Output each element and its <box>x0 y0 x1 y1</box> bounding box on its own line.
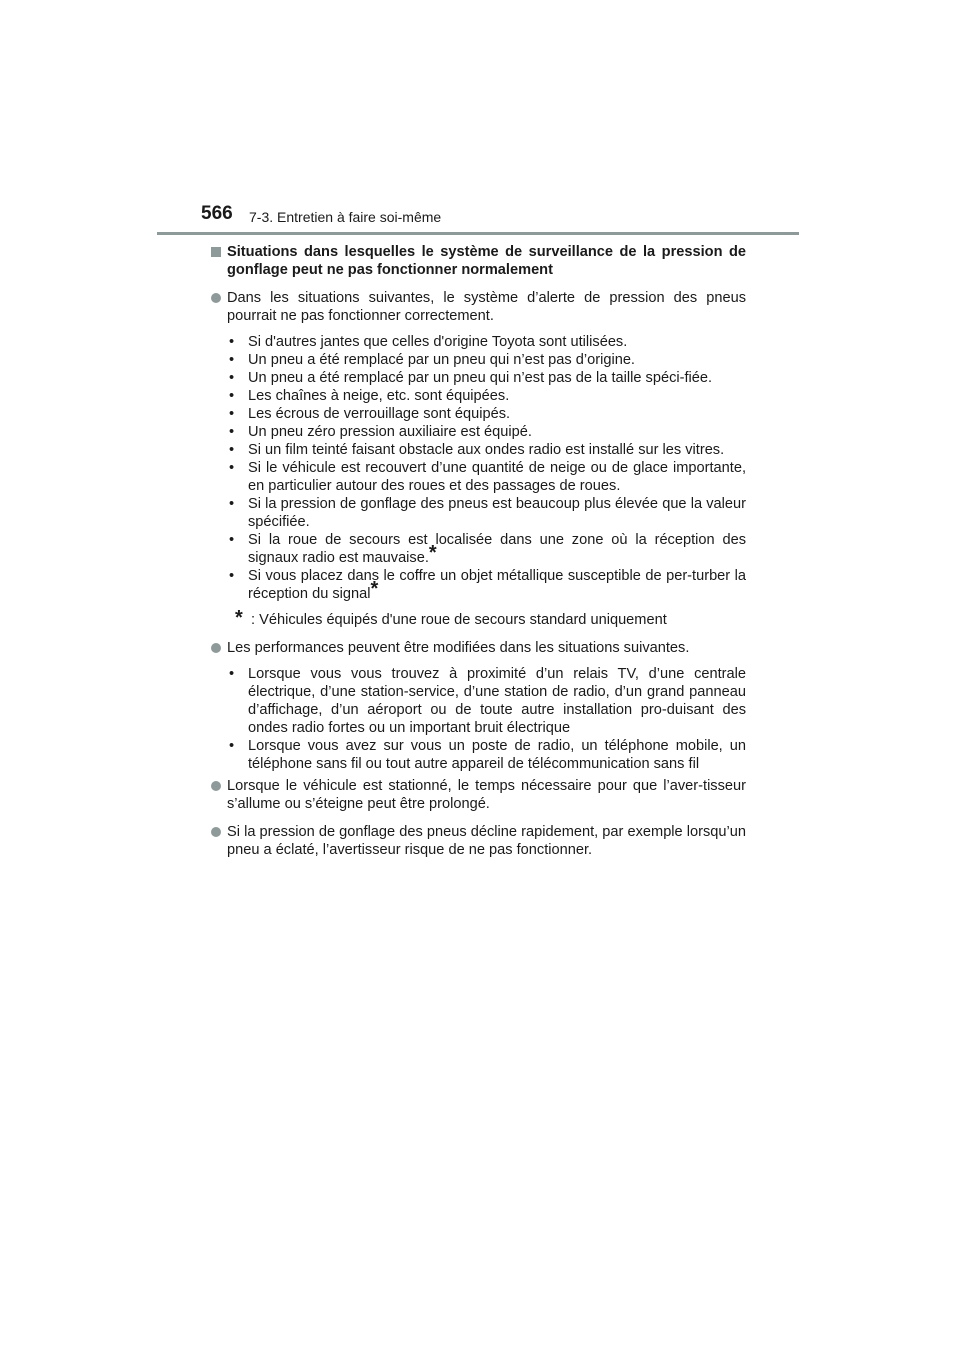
heading-text: Situations dans lesquelles le système de surveillance de la pression de gonflage peut ne pas fonctionner normalement <box>227 244 746 278</box>
paragraph-2 <box>211 639 746 657</box>
bullet-mark: • <box>229 334 235 350</box>
list-item: • Lorsque vous avez sur vous un poste de radio, un téléphone mobile, un téléphone sans fil ou tout autre appareil de télécommunication sans fil <box>229 738 746 772</box>
bullet-mark: • <box>229 442 235 458</box>
paragraph-1-text: Dans les situations suivantes, le système d’alerte de pression des pneus pourrait ne pas fonctionner correctement. <box>227 290 746 324</box>
main-content <box>211 243 746 859</box>
paragraph-4 <box>211 823 746 859</box>
list-item: • Un pneu a été remplacé par un pneu qui n’est pas d’origine. <box>229 352 635 368</box>
circle-bullet-icon <box>211 827 221 837</box>
paragraph-1 <box>211 289 746 325</box>
bullet-mark: • <box>229 460 235 476</box>
footnote-text: : Véhicules équipés d'une roue de secours standard uniquement <box>251 612 667 628</box>
list-item: • Si la roue de secours est localisée dans une zone où la réception des signaux radio est mauvaise.* <box>229 532 746 566</box>
bullet-mark: • <box>229 532 235 548</box>
list-item: • Un pneu zéro pression auxiliaire est équipé. <box>229 424 532 440</box>
list-item: • Si d'autres jantes que celles d'origine Toyota sont utilisées. <box>229 334 628 350</box>
footnote-star: * <box>370 578 379 600</box>
paragraph-3-text: Lorsque le véhicule est stationné, le temps nécessaire pour que l’aver-tisseur s’allume ou s’éteigne peut être prolongé. <box>227 778 746 812</box>
square-bullet-icon <box>211 247 221 257</box>
circle-bullet-icon <box>211 643 221 653</box>
bullet-mark: • <box>229 352 235 368</box>
bullet-mark: • <box>229 388 235 404</box>
bullet-mark: • <box>229 370 235 386</box>
list-item: • Si vous placez dans le coffre un objet métallique susceptible de per-turber la réception du signal* <box>229 568 746 602</box>
situations-list-2 <box>211 665 746 773</box>
list-item: • Un pneu a été remplacé par un pneu qui n’est pas de la taille spéci-fiée. <box>229 370 713 386</box>
list-item: • Les chaînes à neige, etc. sont équipées. <box>229 388 510 404</box>
paragraph-3 <box>211 777 746 813</box>
section-heading <box>211 243 746 279</box>
section-title: 7-3. Entretien à faire soi-même <box>249 209 442 225</box>
page-header <box>201 203 801 235</box>
bullet-mark: • <box>229 738 235 754</box>
bullet-mark: • <box>229 568 235 584</box>
list-item: • Lorsque vous vous trouvez à proximité d’un relais TV, d’une centrale électrique, d’une station-service, d’une station de radio, d’un grand panneau d’affichage, d’un aéroport ou de toute autre installation pro-duisant des ondes radio fortes ou un important bruit électrique <box>229 666 746 736</box>
list-item: • Si le véhicule est recouvert d’une quantité de neige ou de glace importante, en particulier autour des roues et des passages de roues. <box>229 460 746 494</box>
situations-list-1 <box>211 333 746 603</box>
footnote-star: * <box>428 542 437 564</box>
bullet-mark: • <box>229 496 235 512</box>
list-item: • Les écrous de verrouillage sont équipés. <box>229 406 511 422</box>
bullet-mark: • <box>229 406 235 422</box>
footnote: * : Véhicules équipés d'une roue de secours standard uniquement <box>235 607 667 629</box>
bullet-mark: • <box>229 666 235 682</box>
page-number: 566 <box>201 203 233 224</box>
circle-bullet-icon <box>211 293 221 303</box>
circle-bullet-icon <box>211 781 221 791</box>
bullet-mark: • <box>229 424 235 440</box>
header-rule <box>157 232 799 235</box>
list-item: • Si un film teinté faisant obstacle aux ondes radio est installé sur les vitres. <box>229 442 725 458</box>
list-item: • Si la pression de gonflage des pneus est beaucoup plus élevée que la valeur spécifiée. <box>229 496 746 530</box>
paragraph-2-text: Les performances peuvent être modifiées dans les situations suivantes. <box>227 640 690 656</box>
paragraph-4-text: Si la pression de gonflage des pneus décline rapidement, par exemple lorsqu’un pneu a éclaté, l’avertisseur risque de ne pas fonctionner. <box>227 824 746 858</box>
